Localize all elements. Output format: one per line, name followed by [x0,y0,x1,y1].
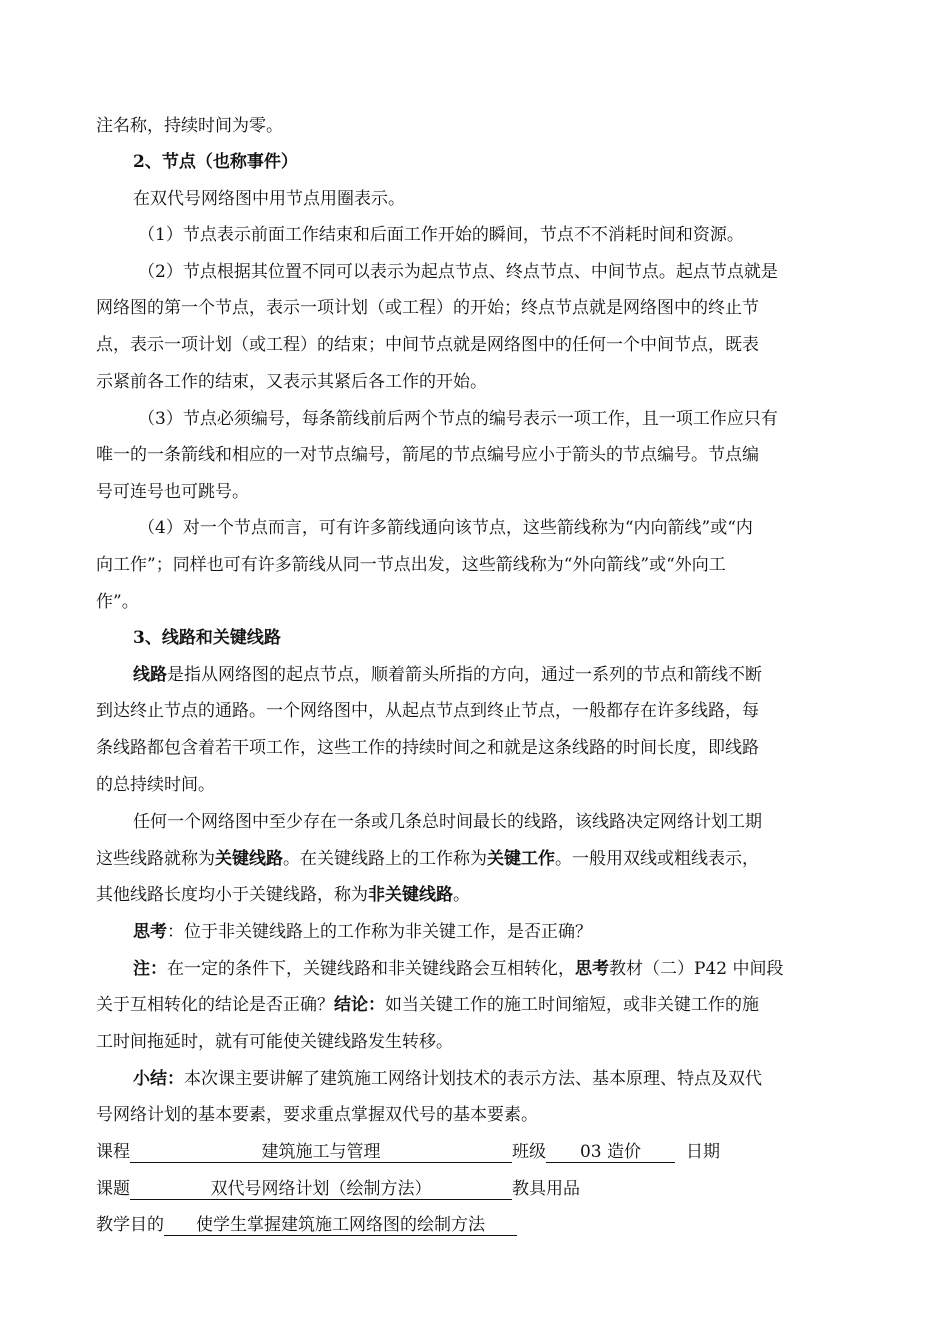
tools-label: 教具用品 [512,1179,580,1199]
bold-term: 思考 [133,922,167,942]
paragraph-line: 注名称，持续时间为零。 [96,116,283,136]
paragraph-line [96,884,470,906]
text-run: 这些线路就称为 [96,849,215,869]
purpose-field: 使学生掌握建筑施工网络图的绘制方法 [164,1215,517,1236]
paragraph-line: 向工作”；同样也可有许多箭线从同一节点出发，这些箭线称为“外向箭线”或“外向工 [96,555,726,575]
paragraph-line: 到达终止节点的通路。一个网络图中，从起点节点到终止节点，一般都存在许多线路，每 [96,701,759,721]
paragraph-line: 网络图的第一个节点，表示一项计划（或工程）的开始；终点节点就是网络图中的终止节 [96,298,759,318]
text-run: 教材（二）P42 中间段 [609,959,784,979]
paragraph-line: 条线路都包含着若干项工作，这些工作的持续时间之和就是这条线路的时间长度，即线路 [96,738,759,758]
paragraph-line: 在双代号网络图中用节点用圈表示。 [133,189,405,209]
bold-term: 注： [133,959,167,979]
paragraph-line: 唯一的一条箭线和相应的一对节点编号，箭尾的节点编号应小于箭头的节点编号。节点编 [96,445,759,465]
paragraph-line [96,848,759,870]
bold-term: 小结： [133,1069,184,1089]
class-label: 班级 [512,1142,546,1162]
paragraph-line: （4）对一个节点而言，可有许多箭线通向该节点，这些箭线称为“内向箭线”或“内 [138,518,753,538]
form-row-purpose [96,1214,517,1236]
paragraph-line: 作”。 [96,592,139,612]
purpose-label: 教学目的 [96,1215,164,1235]
paragraph-line [96,994,759,1016]
paragraph-line: 号可连号也可跳号。 [96,482,249,502]
text-run: 其他线路长度均小于关键线路，称为 [96,885,368,905]
section-heading: 3、线路和关键线路 [133,628,281,648]
bold-term: 非关键线路 [368,885,453,905]
paragraph-line: （1）节点表示前面工作结束和后面工作开始的瞬间，节点不不消耗时间和资源。 [138,225,744,245]
text-run: 关于互相转化的结论是否正确？ [96,995,334,1015]
bold-term: 结论： [334,995,385,1015]
paragraph-line: 的总持续时间。 [96,775,215,795]
date-label: 日期 [686,1142,720,1162]
paragraph-line [133,1068,762,1090]
paragraph-line [133,958,783,980]
text-run: 。一般用双线或粗线表示， [555,849,759,869]
course-field: 建筑施工与管理 [130,1142,512,1163]
text-run: 在一定的条件下，关键线路和非关键线路会互相转化， [167,959,575,979]
text-run: ：位于非关键线路上的工作称为非关键工作，是否正确？ [167,922,592,942]
course-label: 课程 [96,1142,130,1162]
bold-term: 关键工作 [487,849,555,869]
bold-term: 思考 [575,959,609,979]
paragraph-line [133,921,592,943]
text-run: 是指从网络图的起点节点，顺着箭头所指的方向，通过一系列的节点和箭线不断 [167,665,762,685]
paragraph-line: 点，表示一项计划（或工程）的结束；中间节点就是网络图中的任何一个中间节点，既表 [96,335,759,355]
text-run: 本次课主要讲解了建筑施工网络计划技术的表示方法、基本原理、特点及双代 [184,1069,762,1089]
paragraph-line [133,664,762,686]
text-run: 如当关键工作的施工时间缩短，或非关键工作的施 [385,995,759,1015]
paragraph-line: （2）节点根据其位置不同可以表示为起点节点、终点节点、中间节点。起点节点就是 [138,262,778,282]
form-row-course [96,1141,720,1163]
section-heading: 2、节点（也称事件） [133,152,298,172]
paragraph-line: （3）节点必须编号，每条箭线前后两个节点的编号表示一项工作，且一项工作应只有 [138,409,778,429]
topic-field: 双代号网络计划（绘制方法） [130,1179,512,1200]
class-field: 03 造价 [546,1142,675,1163]
paragraph-line: 号网络计划的基本要素，要求重点掌握双代号的基本要素。 [96,1105,538,1125]
text-run: 。在关键线路上的工作称为 [283,849,487,869]
bold-term: 线路 [133,665,167,685]
paragraph-line: 任何一个网络图中至少存在一条或几条总时间最长的线路，该线路决定网络计划工期 [133,812,762,832]
bold-term: 关键线路 [215,849,283,869]
text-run: 。 [453,885,470,905]
paragraph-line: 示紧前各工作的结束，又表示其紧后各工作的开始。 [96,372,487,392]
paragraph-line: 工时间拖延时，就有可能使关键线路发生转移。 [96,1032,453,1052]
topic-label: 课题 [96,1179,130,1199]
form-row-topic [96,1178,580,1200]
